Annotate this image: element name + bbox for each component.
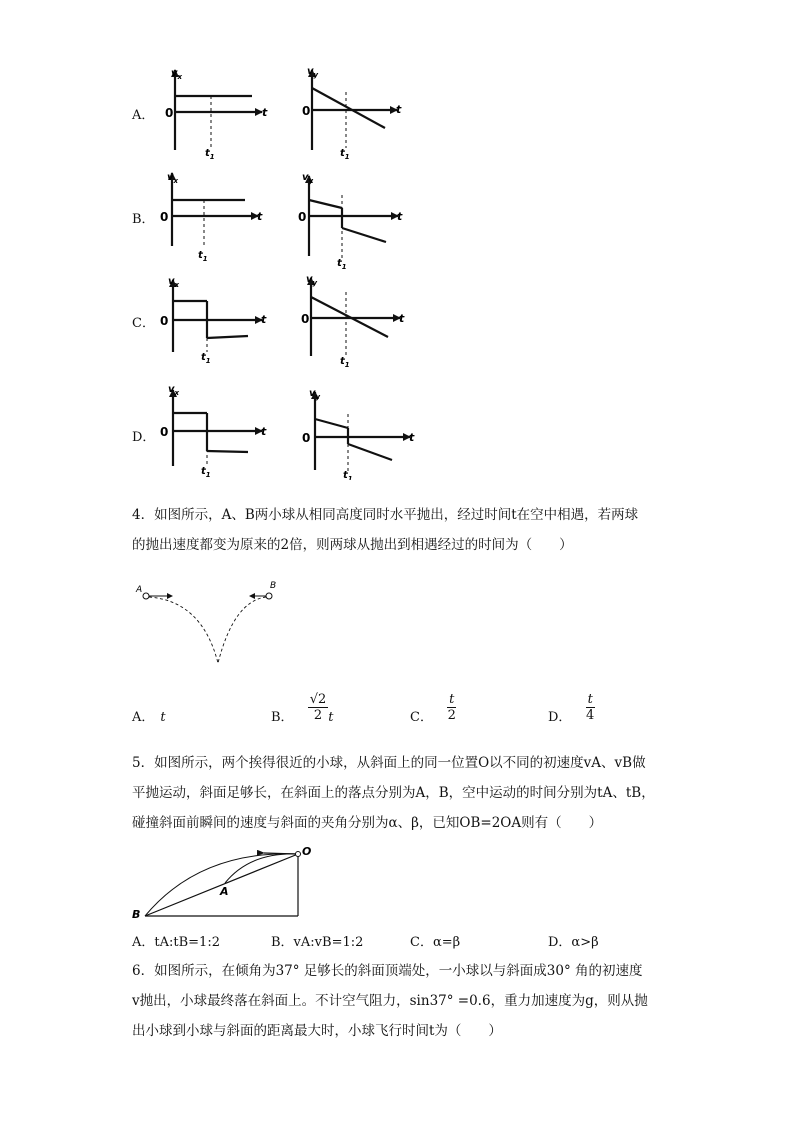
graph-c-vx-t-label: t bbox=[261, 313, 267, 326]
q5-choice-a[interactable]: A．tA:tB=1:2 bbox=[132, 935, 220, 950]
graph-c-vy-axis-label: $v_y$ bbox=[306, 274, 318, 287]
graph-d-vx-axis-label: $v_x$ bbox=[168, 384, 180, 397]
graph-b-vx-t1-label: $t_1$ bbox=[198, 250, 208, 263]
graph-d-vy-t-label: t bbox=[409, 431, 415, 444]
graph-a-vx-origin: 0 bbox=[165, 106, 174, 120]
q5-choice-c[interactable]: C．α=β bbox=[410, 935, 461, 950]
graph-d-vy-t1-label: $t_1$ bbox=[343, 470, 353, 480]
graph-a-vx-t-label: t bbox=[262, 106, 268, 119]
q4-choice-c[interactable]: C． $\frac{t}{2}$ bbox=[410, 692, 456, 725]
graph-a-vy-origin: 0 bbox=[302, 104, 311, 118]
q5-text-line2: 平抛运动，斜面足够长，在斜面上的落点分别为A，B，空中运动的时间分别为tA、tB， bbox=[132, 785, 655, 801]
q6-text-line3: 出小球到小球与斜面的距离最大时，小球飞行时间t为（ ） bbox=[132, 1023, 502, 1039]
graph-b-vy-t1-label: $t_1$ bbox=[337, 258, 347, 271]
graph-c-vx-t1-label: $t_1$ bbox=[201, 352, 211, 365]
graph-b-vy-t-label: t bbox=[397, 210, 403, 223]
graph-c-vx-axis-label: $v_x$ bbox=[168, 276, 180, 289]
graph-a-vx-axis-label: $v_x$ bbox=[171, 68, 183, 81]
q6-text-line1: 6．如图所示，在倾角为37° 足够长的斜面顶端处，一小球以与斜面成30° 角的初速度 bbox=[132, 963, 643, 979]
option-d-label[interactable]: D． bbox=[132, 430, 156, 445]
q5-text-line1: 5．如图所示，两个挨得很近的小球，从斜面上的同一位置O以不同的初速度vA、vB做 bbox=[132, 755, 646, 771]
q4-ball-b bbox=[266, 593, 272, 599]
q4-point-a-label: A bbox=[136, 585, 143, 595]
q4-text-line1: 4．如图所示，A、B两小球从相同高度同时水平抛出，经过时间t在空中相遇，若两球 bbox=[132, 507, 639, 523]
graph-d-vx-origin: 0 bbox=[160, 425, 169, 439]
q4-point-b-label: B bbox=[270, 581, 277, 591]
graph-d-vx bbox=[173, 390, 262, 466]
graph-b-vx-axis-label: $v_x$ bbox=[167, 172, 179, 185]
graph-b-vy bbox=[309, 176, 398, 258]
graph-d-vy bbox=[315, 392, 410, 472]
q5-point-o-label: O bbox=[302, 845, 312, 858]
q4-figure bbox=[130, 575, 290, 675]
graph-c-vy bbox=[311, 278, 400, 358]
option-c-label[interactable]: C． bbox=[132, 316, 155, 331]
q4-path-b bbox=[218, 597, 266, 663]
q3-graphs bbox=[0, 0, 794, 480]
q4-choice-b[interactable]: B． $\frac{√2}{2}$ t bbox=[271, 692, 334, 725]
graph-a-vy-axis-label: $v_y$ bbox=[307, 66, 319, 79]
graph-b-vx-origin: 0 bbox=[160, 210, 169, 224]
graph-d-vx-t-label: t bbox=[261, 425, 267, 438]
graph-d-vy-origin: 0 bbox=[302, 431, 311, 445]
q4-choice-a[interactable]: A． t bbox=[132, 710, 166, 725]
q4-choice-d[interactable]: D． $\frac{t}{4}$ bbox=[548, 692, 595, 725]
graph-b-vy-axis-label: $v_y$ bbox=[302, 172, 314, 185]
graph-c-vx-origin: 0 bbox=[160, 314, 169, 328]
graph-a-vy-t1-label: $t_1$ bbox=[340, 148, 350, 161]
q4-text-line2: 的抛出速度都变为原来的2倍，则两球从抛出到相遇经过的时间为（ ） bbox=[132, 537, 573, 553]
graph-c-vy-t-label: t bbox=[399, 312, 405, 325]
q5-text-line3: 碰撞斜面前瞬间的速度与斜面的夹角分别为α、β，已知OB=2OA则有（ ） bbox=[132, 815, 603, 831]
q5-figure bbox=[130, 840, 330, 925]
graph-c-vy-t1-label: $t_1$ bbox=[340, 356, 350, 369]
graph-b-vy-origin: 0 bbox=[298, 210, 307, 224]
graph-d-vx-t1-label: $t_1$ bbox=[201, 466, 211, 479]
q5-point-b-label: B bbox=[132, 908, 141, 921]
option-a-label[interactable]: A． bbox=[132, 108, 155, 123]
graph-c-vy-origin: 0 bbox=[301, 312, 310, 326]
q6-text-line2: v抛出，小球最终落在斜面上。不计空气阻力，sin37° =0.6，重力加速度为g，则从抛 bbox=[132, 993, 648, 1009]
q5-choice-b[interactable]: B．vA:vB=1:2 bbox=[271, 935, 364, 950]
graph-b-vx bbox=[172, 173, 258, 246]
q5-point-a-label: A bbox=[220, 885, 229, 898]
graph-d-vy-axis-label: $v_y$ bbox=[309, 388, 321, 401]
q4-path-a bbox=[149, 597, 218, 663]
q5-velocity-arrow bbox=[264, 853, 296, 854]
option-b-label[interactable]: B． bbox=[132, 212, 155, 227]
graph-b-vx-t-label: t bbox=[257, 210, 263, 223]
graph-a-vx bbox=[175, 70, 262, 150]
graph-a-vy bbox=[312, 70, 397, 150]
q5-choice-d[interactable]: D．α>β bbox=[548, 935, 599, 950]
graph-a-vy-t-label: t bbox=[396, 103, 402, 116]
graph-a-vx-t1-label: $t_1$ bbox=[205, 148, 215, 161]
q4-ball-a bbox=[143, 593, 149, 599]
q5-point-o bbox=[296, 852, 301, 857]
graph-c-vx bbox=[173, 280, 262, 352]
